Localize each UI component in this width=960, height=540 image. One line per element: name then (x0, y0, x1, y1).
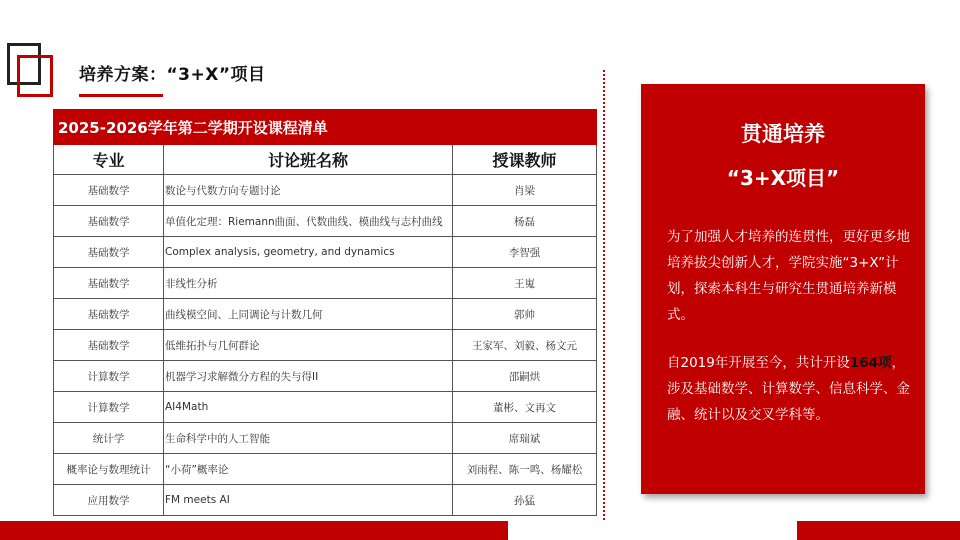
table-row (54, 330, 597, 361)
panel-paragraph-intro: 为了加强人才培养的连贯性，更好更多地培养拔尖创新人才，学院实施“3+X”计划，探索本科生与研究生贯通培养新模式。 (667, 229, 910, 323)
cell-course-name: FM meets AI (164, 485, 453, 516)
table-row (54, 237, 597, 268)
column-header-major: 专业 (54, 145, 164, 175)
cell-major: 概率论与数理统计 (54, 454, 164, 485)
cell-course-name: 曲线模空间、上同调论与计数几何 (164, 299, 453, 330)
table-caption: 2025-2026学年第二学期开设课程清单 (54, 110, 597, 145)
panel-subtitle: “3+X项目” (726, 166, 840, 190)
cell-major: 统计学 (54, 423, 164, 454)
cell-course-name: 非线性分析 (164, 268, 453, 299)
dotted-divider (603, 70, 605, 520)
column-header-name: 讨论班名称 (164, 145, 453, 175)
cell-major: 计算数学 (54, 361, 164, 392)
footer-bar-right (797, 521, 960, 540)
cell-major: 基础数学 (54, 206, 164, 237)
cell-course-name: Complex analysis, geometry, and dynamics (164, 237, 453, 268)
cell-teacher: 刘雨程、陈一鸣、杨耀松 (453, 454, 597, 485)
table-body (54, 175, 597, 516)
cell-course-name: AI4Math (164, 392, 453, 423)
panel-paragraph-stats (667, 350, 915, 428)
table-row (54, 206, 597, 237)
table-row (54, 392, 597, 423)
stats-text-after: ，涉及基础数学、计算数学、信息科学、金融、统计以及交叉学科等。 (667, 355, 910, 423)
table-row (54, 454, 597, 485)
footer-bar-left (0, 521, 508, 540)
cell-course-name: 机器学习求解微分方程的失与得II (164, 361, 453, 392)
cell-teacher: 杨磊 (453, 206, 597, 237)
title-underline (79, 94, 163, 97)
stats-count-highlight: 164项 (849, 355, 892, 371)
table-row (54, 175, 597, 206)
panel-title: 贯通培养 (741, 122, 825, 146)
table-row (54, 299, 597, 330)
cell-teacher: 席瑞斌 (453, 423, 597, 454)
table-row (54, 361, 597, 392)
cell-course-name: 生命科学中的人工智能 (164, 423, 453, 454)
cell-major: 计算数学 (54, 392, 164, 423)
cell-teacher: 孙猛 (453, 485, 597, 516)
cell-teacher: 王家军、刘毅、杨文元 (453, 330, 597, 361)
page-title: 培养方案：“3+X”项目 (79, 65, 266, 85)
table-header-row (54, 145, 597, 175)
cell-teacher: 李智强 (453, 237, 597, 268)
cell-major: 基础数学 (54, 268, 164, 299)
column-header-teacher: 授课教师 (453, 145, 597, 175)
stats-text-before: 自2019年开展至今，共计开设 (667, 355, 850, 371)
course-table (53, 109, 597, 516)
table-row (54, 485, 597, 516)
cell-major: 应用数学 (54, 485, 164, 516)
cell-teacher: 郭帅 (453, 299, 597, 330)
cell-major: 基础数学 (54, 237, 164, 268)
cell-teacher: 肖梁 (453, 175, 597, 206)
cell-course-name: 低维拓扑与几何群论 (164, 330, 453, 361)
table-row (54, 268, 597, 299)
cell-major: 基础数学 (54, 299, 164, 330)
cell-course-name: 数论与代数方向专题讨论 (164, 175, 453, 206)
cell-course-name: “小荷”概率论 (164, 454, 453, 485)
logo-square-red (17, 55, 53, 97)
cell-major: 基础数学 (54, 330, 164, 361)
cell-teacher: 王嵬 (453, 268, 597, 299)
cell-major: 基础数学 (54, 175, 164, 206)
info-panel (641, 84, 925, 494)
table-row (54, 423, 597, 454)
cell-teacher: 邵嗣烘 (453, 361, 597, 392)
cell-course-name: 单值化定理：Riemann曲面、代数曲线、模曲线与志村曲线 (164, 206, 453, 237)
cell-teacher: 董彬、文再文 (453, 392, 597, 423)
